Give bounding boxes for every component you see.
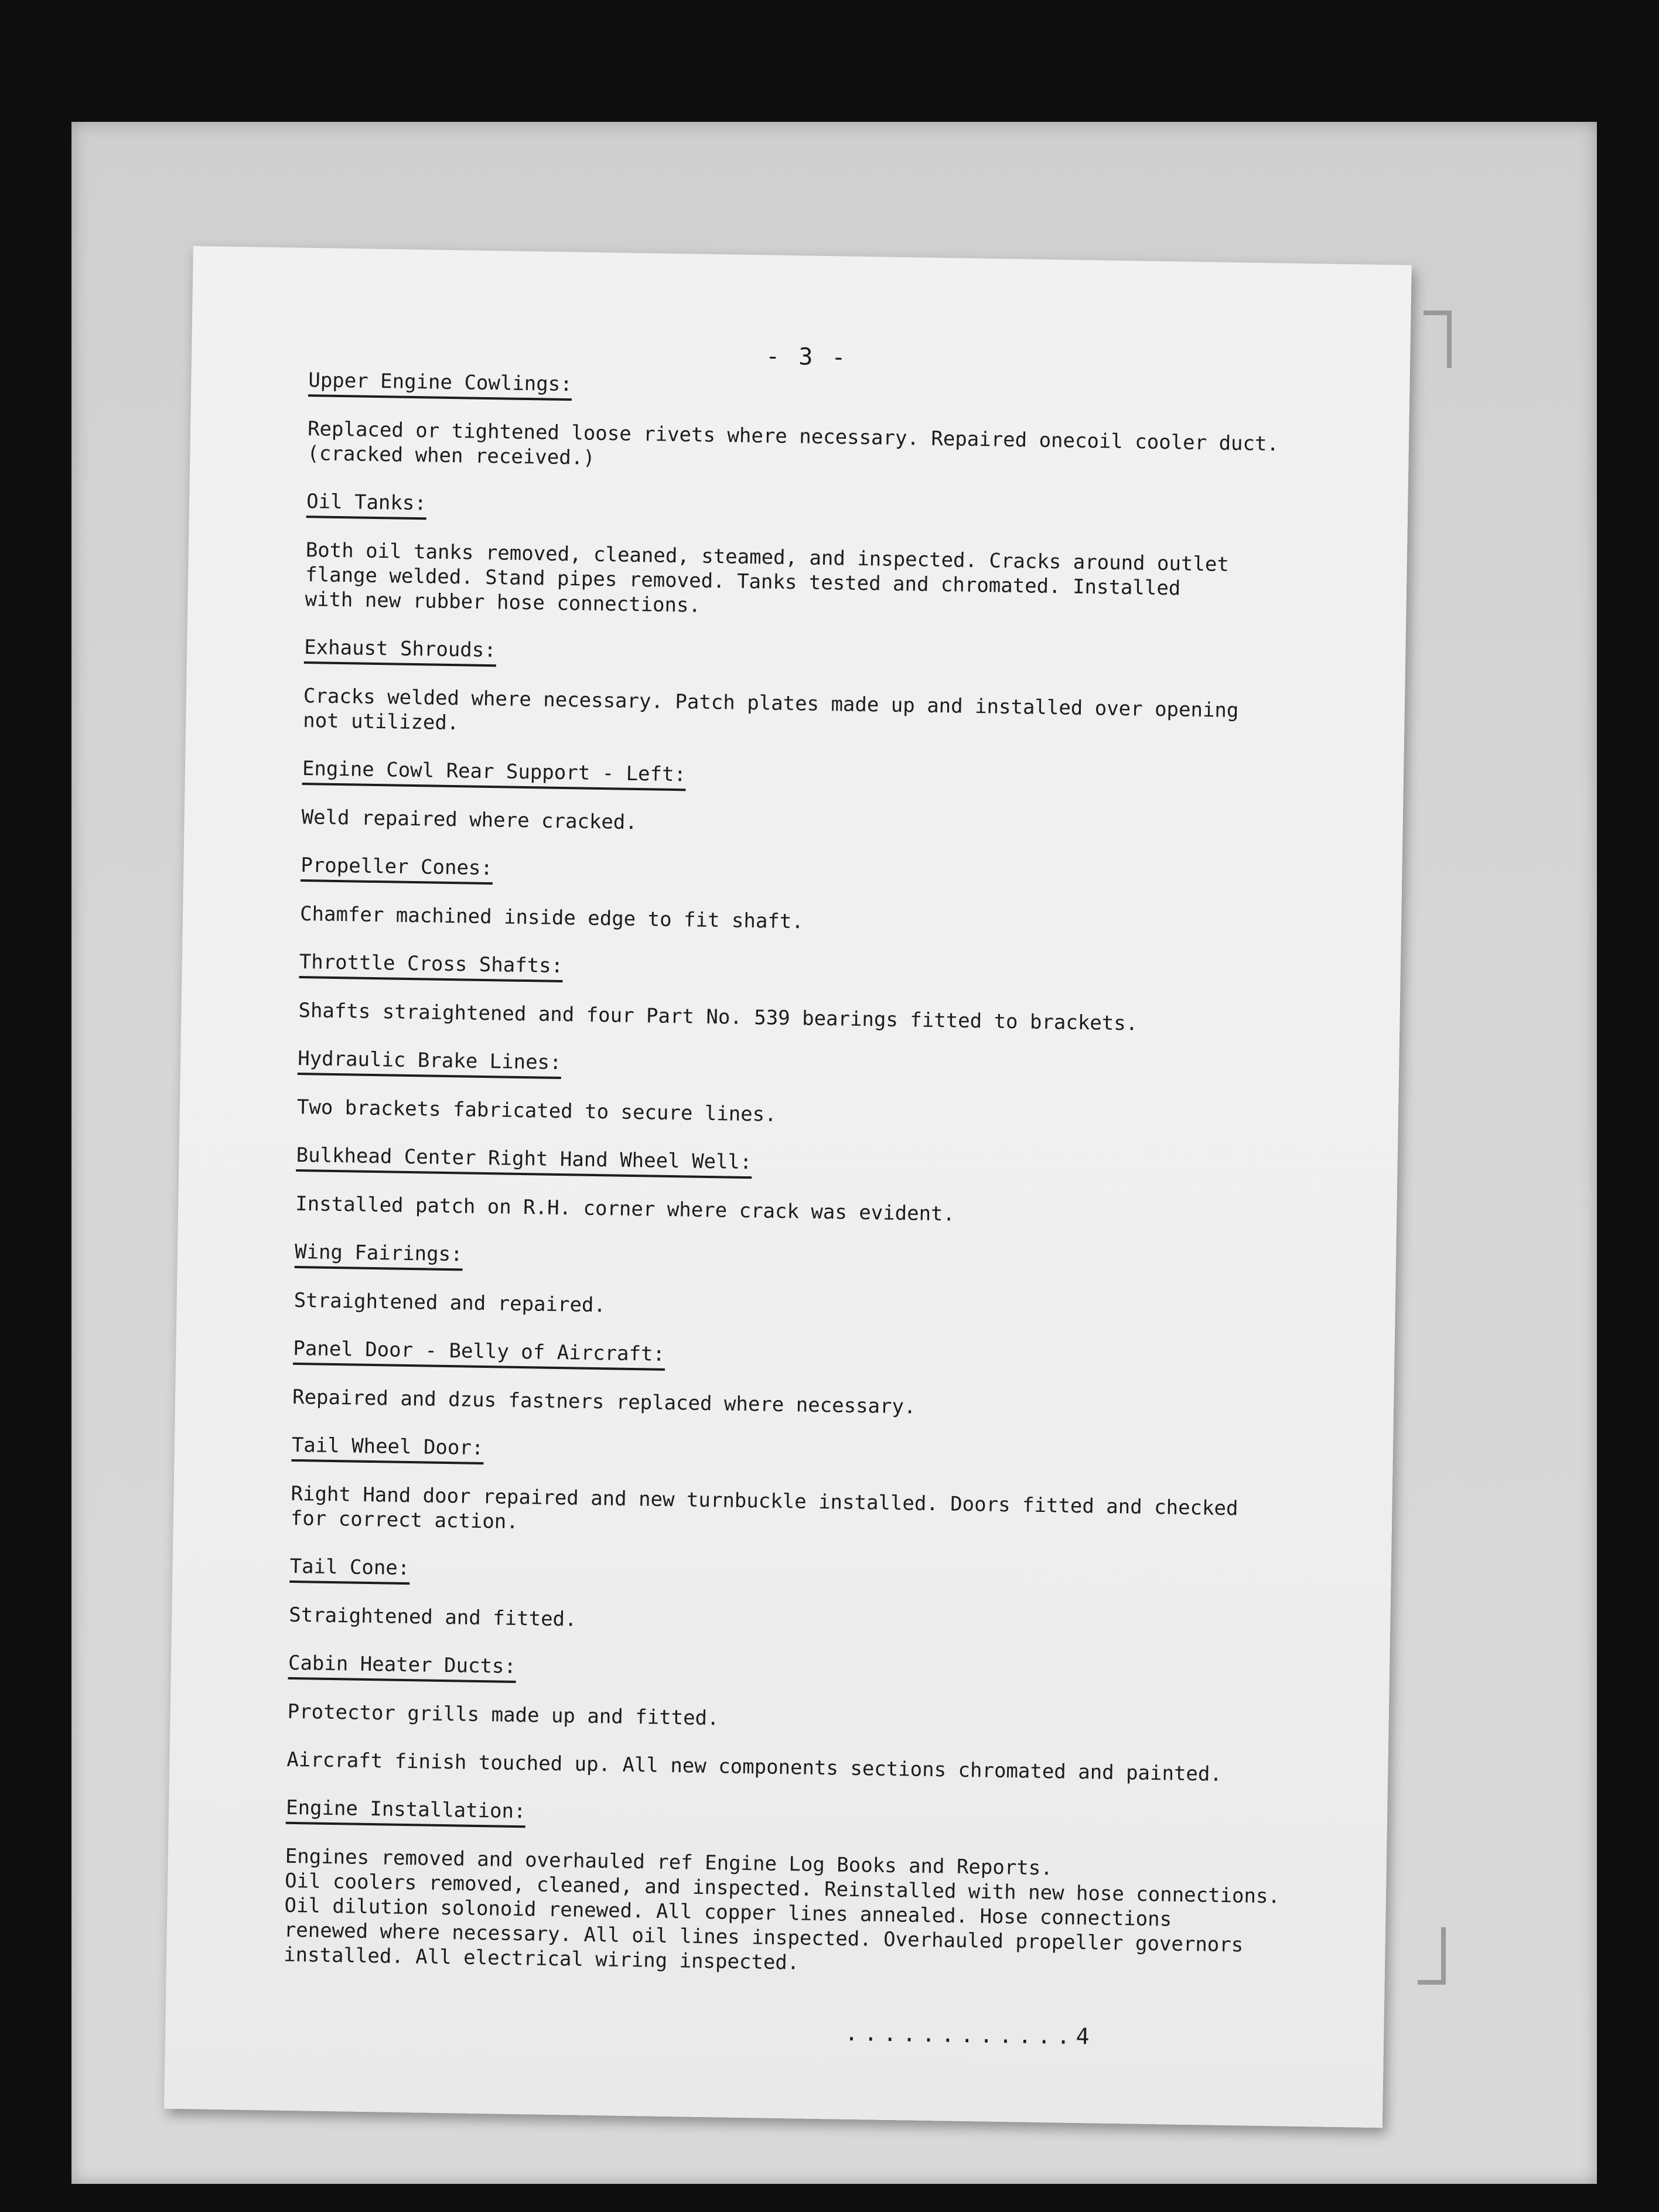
section-heading: Tail Cone:: [289, 1555, 409, 1585]
section-bulkhead-wheel-well: [295, 1143, 1304, 1232]
section-heading: Exhaust Shrouds:: [304, 636, 496, 667]
section-tail-cone: [289, 1554, 1298, 1643]
section-heading: Throttle Cross Shafts:: [299, 950, 563, 982]
section-panel-door: [292, 1336, 1301, 1425]
section-oil-tanks: [305, 489, 1314, 627]
section-throttle-cross-shafts: [298, 950, 1307, 1039]
crop-mark-top-right: [1424, 310, 1452, 368]
section-body: Right Hand door repaired and new turnbuckle installed. Doors fitted and checked for correct action.: [290, 1482, 1238, 1534]
section-heading: Cabin Heater Ducts:: [288, 1651, 517, 1683]
section-propeller-cones: [300, 853, 1309, 942]
section-body: Shafts straightened and four Part No. 539 bearings fitted to brackets.: [298, 998, 1138, 1036]
section-body: Weld repaired where cracked.: [301, 805, 638, 835]
section-body: Straightened and repaired.: [293, 1288, 606, 1317]
section-body: Chamfer machined inside edge to fit shaft.: [299, 902, 804, 934]
section-cabin-heater-ducts: [287, 1651, 1296, 1740]
document-page: [164, 246, 1412, 2128]
section-heading: Engine Installation:: [286, 1796, 526, 1828]
section-heading: Propeller Cones:: [301, 854, 493, 885]
section-exhaust-shrouds: [303, 635, 1312, 749]
section-heading: Oil Tanks:: [306, 490, 426, 520]
section-tail-wheel-door: [291, 1433, 1299, 1547]
section-engine-cowl-rear-support: [301, 756, 1310, 845]
crop-mark-bottom-right: [1418, 1927, 1446, 1985]
section-heading: Engine Cowl Rear Support - Left:: [302, 757, 687, 791]
section-body: Installed patch on R.H. corner where crack was evident.: [295, 1192, 955, 1226]
section-wing-fairings: [293, 1240, 1302, 1329]
finish-note: Aircraft finish touched up. All new components sections chromated and painted.: [286, 1747, 1223, 1786]
section-body: Replaced or tightened loose rivets where necessary. Repaired onecoil cooler duct. (cracked when received.): [307, 417, 1279, 470]
section-upper-engine-cowlings: [307, 368, 1316, 482]
section-body: Straightened and fitted.: [289, 1603, 577, 1631]
section-hydraulic-brake-lines: [297, 1046, 1306, 1135]
continuation-marker: ............4: [844, 2019, 1095, 2050]
section-engine-installation: [284, 1795, 1293, 1983]
section-heading: Bulkhead Center Right Hand Wheel Well:: [296, 1143, 752, 1179]
document-body: [283, 368, 1316, 2006]
page-number: - 3 -: [765, 343, 848, 371]
section-heading: Upper Engine Cowlings:: [308, 368, 572, 401]
section-body: Protector grills made up and fitted.: [287, 1699, 719, 1730]
section-body: Both oil tanks removed, cleaned, steamed, and inspected. Cracks around outlet flange welded. Stand pipes removed. Tanks tested and chromated. Installed with new rubber hose connections.: [305, 538, 1230, 617]
section-heading: Hydraulic Brake Lines:: [298, 1047, 562, 1079]
section-body: Two brackets fabricated to secure lines.: [296, 1095, 777, 1127]
section-body: Engines removed and overhauled ref Engine Log Books and Reports. Oil coolers removed, cleaned, and inspected. Reinstalled with new hose connections. Oil dilution solonoid renewed. All copper lines annealed. Hose connections renewed where necessary. All oil lines inspected. Overhauled propeller governors installed. All electrical wiring inspected.: [283, 1844, 1281, 1975]
section-heading: Tail Wheel Door:: [291, 1433, 483, 1465]
section-body: Repaired and dzus fastners replaced where necessary.: [292, 1385, 916, 1419]
section-heading: Wing Fairings:: [295, 1240, 463, 1271]
section-body: Cracks welded where necessary. Patch plates made up and installed over opening not utilized.: [302, 684, 1239, 735]
section-heading: Panel Door - Belly of Aircraft:: [293, 1337, 665, 1371]
